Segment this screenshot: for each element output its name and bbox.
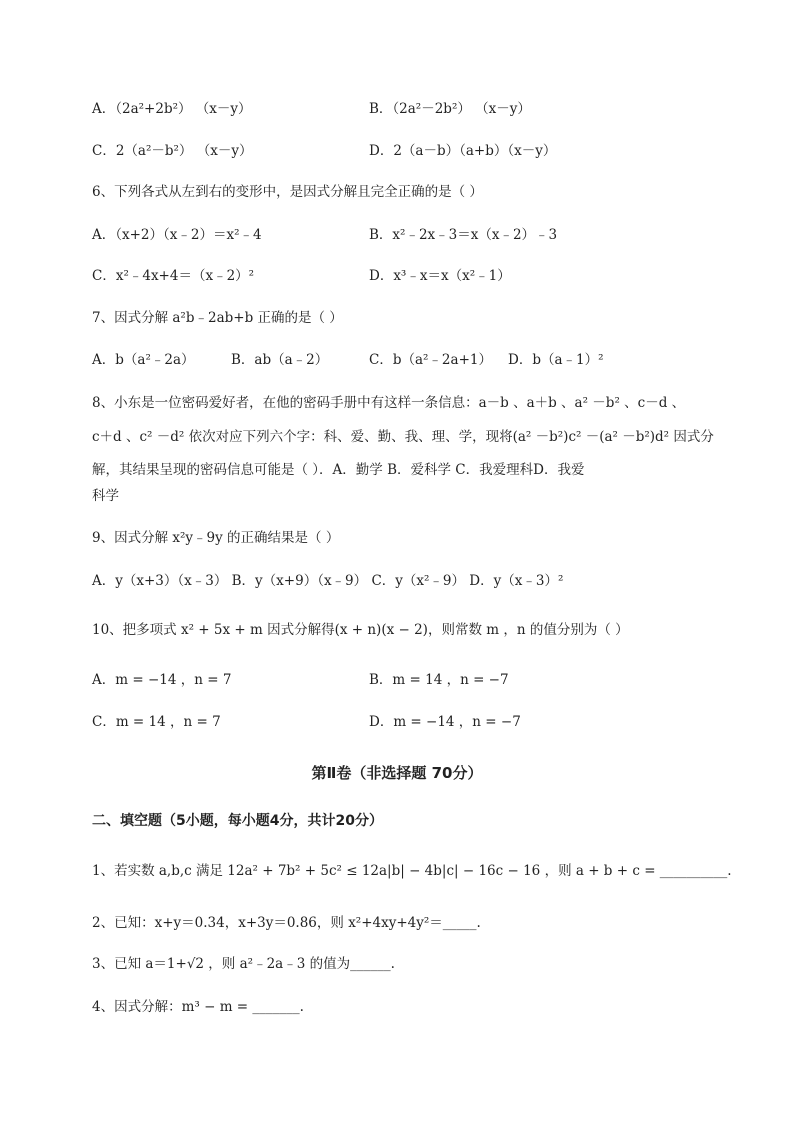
fill-q4: 4、因式分解：m³ − m = _______. [92,999,304,1015]
q10-option-a: A．m = −14 ，n = 7 [92,672,232,688]
fill-q2: 2、已知：x+y＝0.34，x+3y＝0.86，则 x²+4xy+4y²＝_____. [92,915,481,931]
q6-option-c: C．x²﹣4x+4＝（x﹣2）² [92,268,255,284]
q6-option-a: A．（x+2）（x﹣2）＝x²﹣4 [92,227,262,243]
q8-line-4: 科学 [92,488,119,504]
q8-line-1: 8、小东是一位密码爱好者，在他的密码手册中有这样一条信息：a－b 、a＋b 、a² －b² 、c－d 、 [92,395,686,411]
q5-option-c: C．2（a²－b²） （x－y） [92,143,253,159]
q7-option-c: C．b（a²﹣2a+1） [369,352,492,368]
section-two-title: 二、填空题（5小题，每小题4分，共计20分） [92,813,383,829]
part-two-title: 第Ⅱ卷（非选择题 70分） [311,764,483,782]
q5-option-d: D．2（a－b）（a+b）（x－y） [369,143,557,159]
q7-option-b: B．ab（a﹣2） [231,352,329,368]
q10-stem: 10、把多项式 x² + 5x + m 因式分解得(x + n)(x − 2)，则常数 m ，n 的值分别为（ ） [92,622,629,638]
fill-q1: 1、若实数 a,b,c 满足 12a² + 7b² + 5c² ≤ 12a|b| − 4b|c| − 16c − 16 ，则 a + b + c = __________. [92,863,732,879]
q9-stem: 9、因式分解 x²y﹣9y 的正确结果是（ ） [92,530,340,546]
q7-option-a: A．b（a²﹣2a） [92,352,195,368]
q7-stem: 7、因式分解 a²b﹣2ab+b 正确的是（ ） [92,310,343,326]
q6-stem: 6、下列各式从左到右的变形中，是因式分解且完全正确的是（ ） [92,184,483,200]
q8-line-3: 解，其结果呈现的密码信息可能是（ ）．A．勤学 B．爱科学 C．我爱理科D．我爱 [92,462,585,478]
q10-option-d: D．m = −14 ，n = −7 [369,714,521,730]
q8-line-2: c＋d 、c² －d² 依次对应下列六个字：科、爱、勤、我、理、学，现将(a² －b²)c² －(a² －b²)d² 因式分 [92,429,714,445]
q6-option-b: B．x²﹣2x﹣3＝x（x﹣2）﹣3 [369,227,558,243]
q9-options: A．y（x+3）（x﹣3） B．y（x+9）（x﹣9） C．y（x²﹣9） D．y（x﹣3）² [92,573,564,589]
q10-option-c: C．m = 14 ，n = 7 [92,714,221,730]
q10-option-b: B．m = 14 ，n = −7 [369,672,509,688]
q5-option-a: A．（2a²+2b²） （x－y） [92,101,252,117]
q7-option-d: D．b（a﹣1）² [508,352,604,368]
fill-q3: 3、已知 a＝1+√2 ，则 a²﹣2a﹣3 的值为______. [92,956,395,972]
q6-option-d: D．x³﹣x＝x（x²﹣1） [369,268,511,284]
q5-option-b: B．（2a²－2b²） （x－y） [369,101,531,117]
